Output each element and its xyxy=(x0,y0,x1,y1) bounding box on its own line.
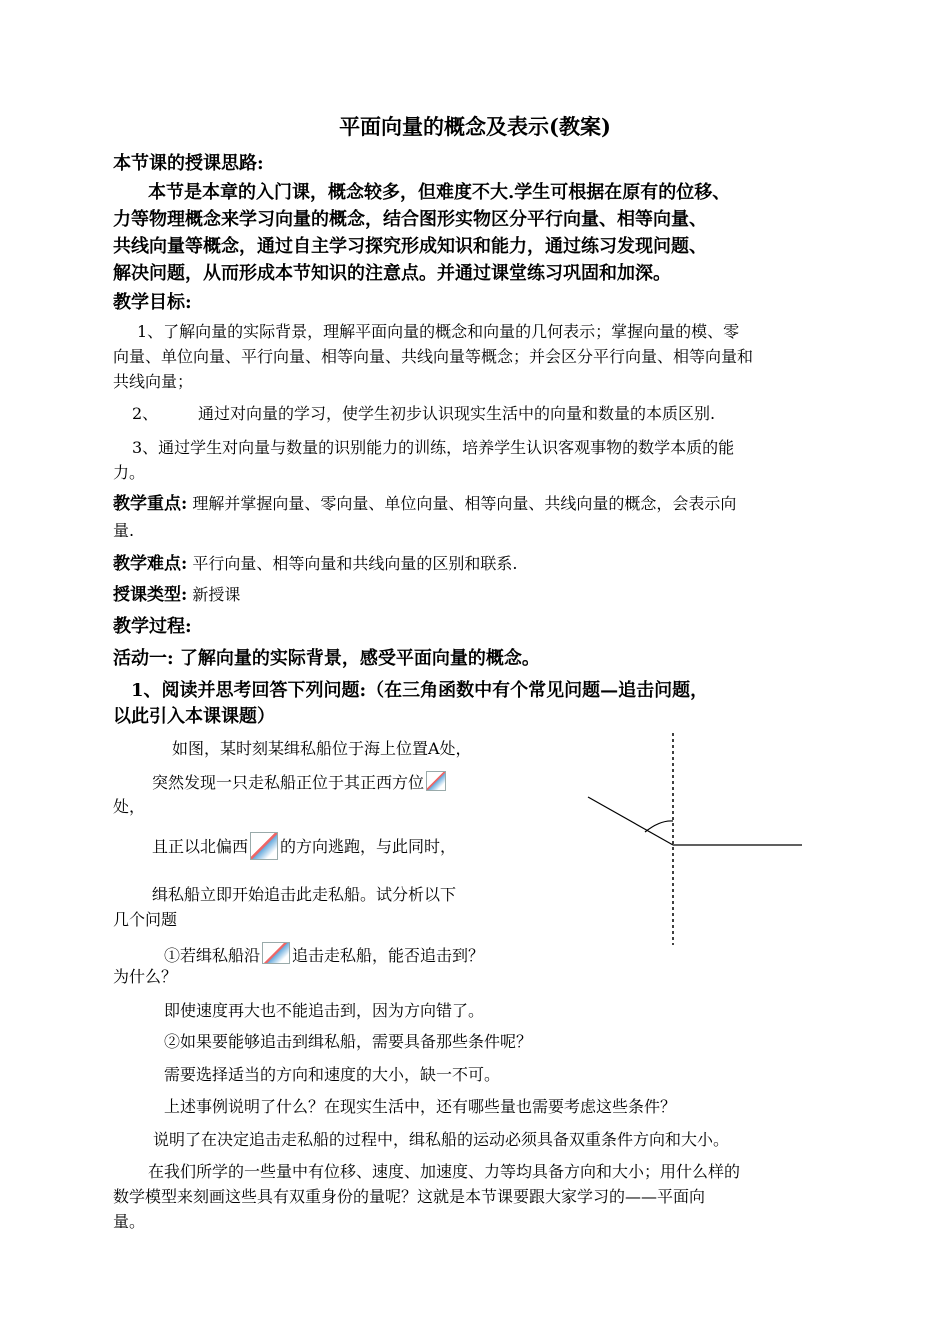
difficulty-text: 平行向量、相等向量和共线向量的区别和联系. xyxy=(192,554,518,573)
goal-2-text: 通过对向量的学习，使学生初步认识现实生活中的向量和数量的本质区别. xyxy=(198,404,716,423)
story-line: 如图，某时刻某缉私船位于海上位置A处， xyxy=(172,739,472,758)
closing-line: 在我们所学的一些量中有位移、速度、加速度、力等均具备方向和大小；用什么样的 xyxy=(148,1162,741,1181)
goal-line: 力。 xyxy=(113,463,146,482)
direction-line xyxy=(588,797,673,845)
story-line: 处， xyxy=(113,797,146,816)
reading-line: 1、阅读并思考回答下列问题:（在三角函数中有个常见问题—追击问题， xyxy=(131,680,709,701)
difficulty-label: 教学难点: xyxy=(113,554,188,574)
reading-line: 以此引入本课课题） xyxy=(113,706,275,727)
story-text: 追击走私船，能否追击到？ xyxy=(292,946,485,965)
answer-3: 说明了在决定追击走私船的过程中，缉私船的运动必须具备双重条件方向和大小。 xyxy=(153,1130,730,1149)
story-text: 的方向逃跑，与此同时， xyxy=(280,837,457,856)
story-text: 突然发现一只走私船正位于其正西方位 xyxy=(152,773,425,792)
question-2: ②如果要能够追击到缉私船，需要具备那些条件呢？ xyxy=(164,1032,533,1051)
idea-line: 共线向量等概念，通过自主学习探究形成知识和能力，通过练习发现问题、 xyxy=(113,236,707,257)
story-text: ①若缉私船沿 xyxy=(164,946,261,965)
goal-2-number: 2、 xyxy=(132,404,159,423)
document-title: 平面向量的概念及表示(教案) xyxy=(339,114,611,139)
process-heading: 教学过程: xyxy=(113,616,192,637)
idea-line: 解决问题，从而形成本节知识的注意点。并通过课堂练习巩固和加深。 xyxy=(113,263,671,284)
story-text: 且正以北偏西 xyxy=(152,837,249,856)
idea-line: 本节是本章的入门课，概念较多，但难度不大.学生可根据在原有的位移、 xyxy=(148,182,731,203)
goals-heading: 教学目标: xyxy=(113,292,192,313)
idea-heading: 本节课的授课思路: xyxy=(113,153,264,174)
closing-line: 量。 xyxy=(113,1212,146,1231)
answer-2: 需要选择适当的方向和速度的大小，缺一不可。 xyxy=(164,1065,501,1084)
key-points-text: 理解并掌握向量、零向量、单位向量、相等向量、共线向量的概念，会表示向 xyxy=(192,494,737,513)
activity-1-heading: 活动一: 了解向量的实际背景，感受平面向量的概念。 xyxy=(113,648,540,669)
goal-line: 向量、单位向量、平行向量、相等向量、共线向量等概念；并会区分平行向量、相等向量和 xyxy=(113,347,754,366)
goal-line: 共线向量； xyxy=(113,372,194,391)
key-points-text-cont: 量. xyxy=(113,521,135,540)
goal-line: 3、通过学生对向量与数量的识别能力的训练，培养学生认识客观事物的数学本质的能 xyxy=(132,438,735,457)
closing-line: 数学模型来刻画这些具有双重身份的量呢？这就是本节课要跟大家学习的——平面向 xyxy=(113,1187,706,1206)
lesson-type-label: 授课类型: xyxy=(113,585,188,605)
key-points-label: 教学重点: xyxy=(113,494,188,514)
lesson-type-text: 新授课 xyxy=(192,585,241,604)
angle-arc xyxy=(645,821,673,832)
goal-line: 1、了解向量的实际背景，理解平面向量的概念和向量的几何表示；掌握向量的模、零 xyxy=(137,322,740,341)
answer-1: 即使速度再大也不能追击到，因为方向错了。 xyxy=(164,1001,485,1020)
story-line: 为什么？ xyxy=(113,967,178,986)
story-line: 几个问题 xyxy=(113,910,178,929)
story-line: 缉私船立即开始追击此走私船。试分析以下 xyxy=(152,885,457,904)
question-3: 上述事例说明了什么？在现实生活中，还有哪些量也需要考虑这些条件？ xyxy=(164,1097,677,1116)
idea-line: 力等物理概念来学习向量的概念，结合图形实物区分平行向量、相等向量、 xyxy=(113,209,707,230)
